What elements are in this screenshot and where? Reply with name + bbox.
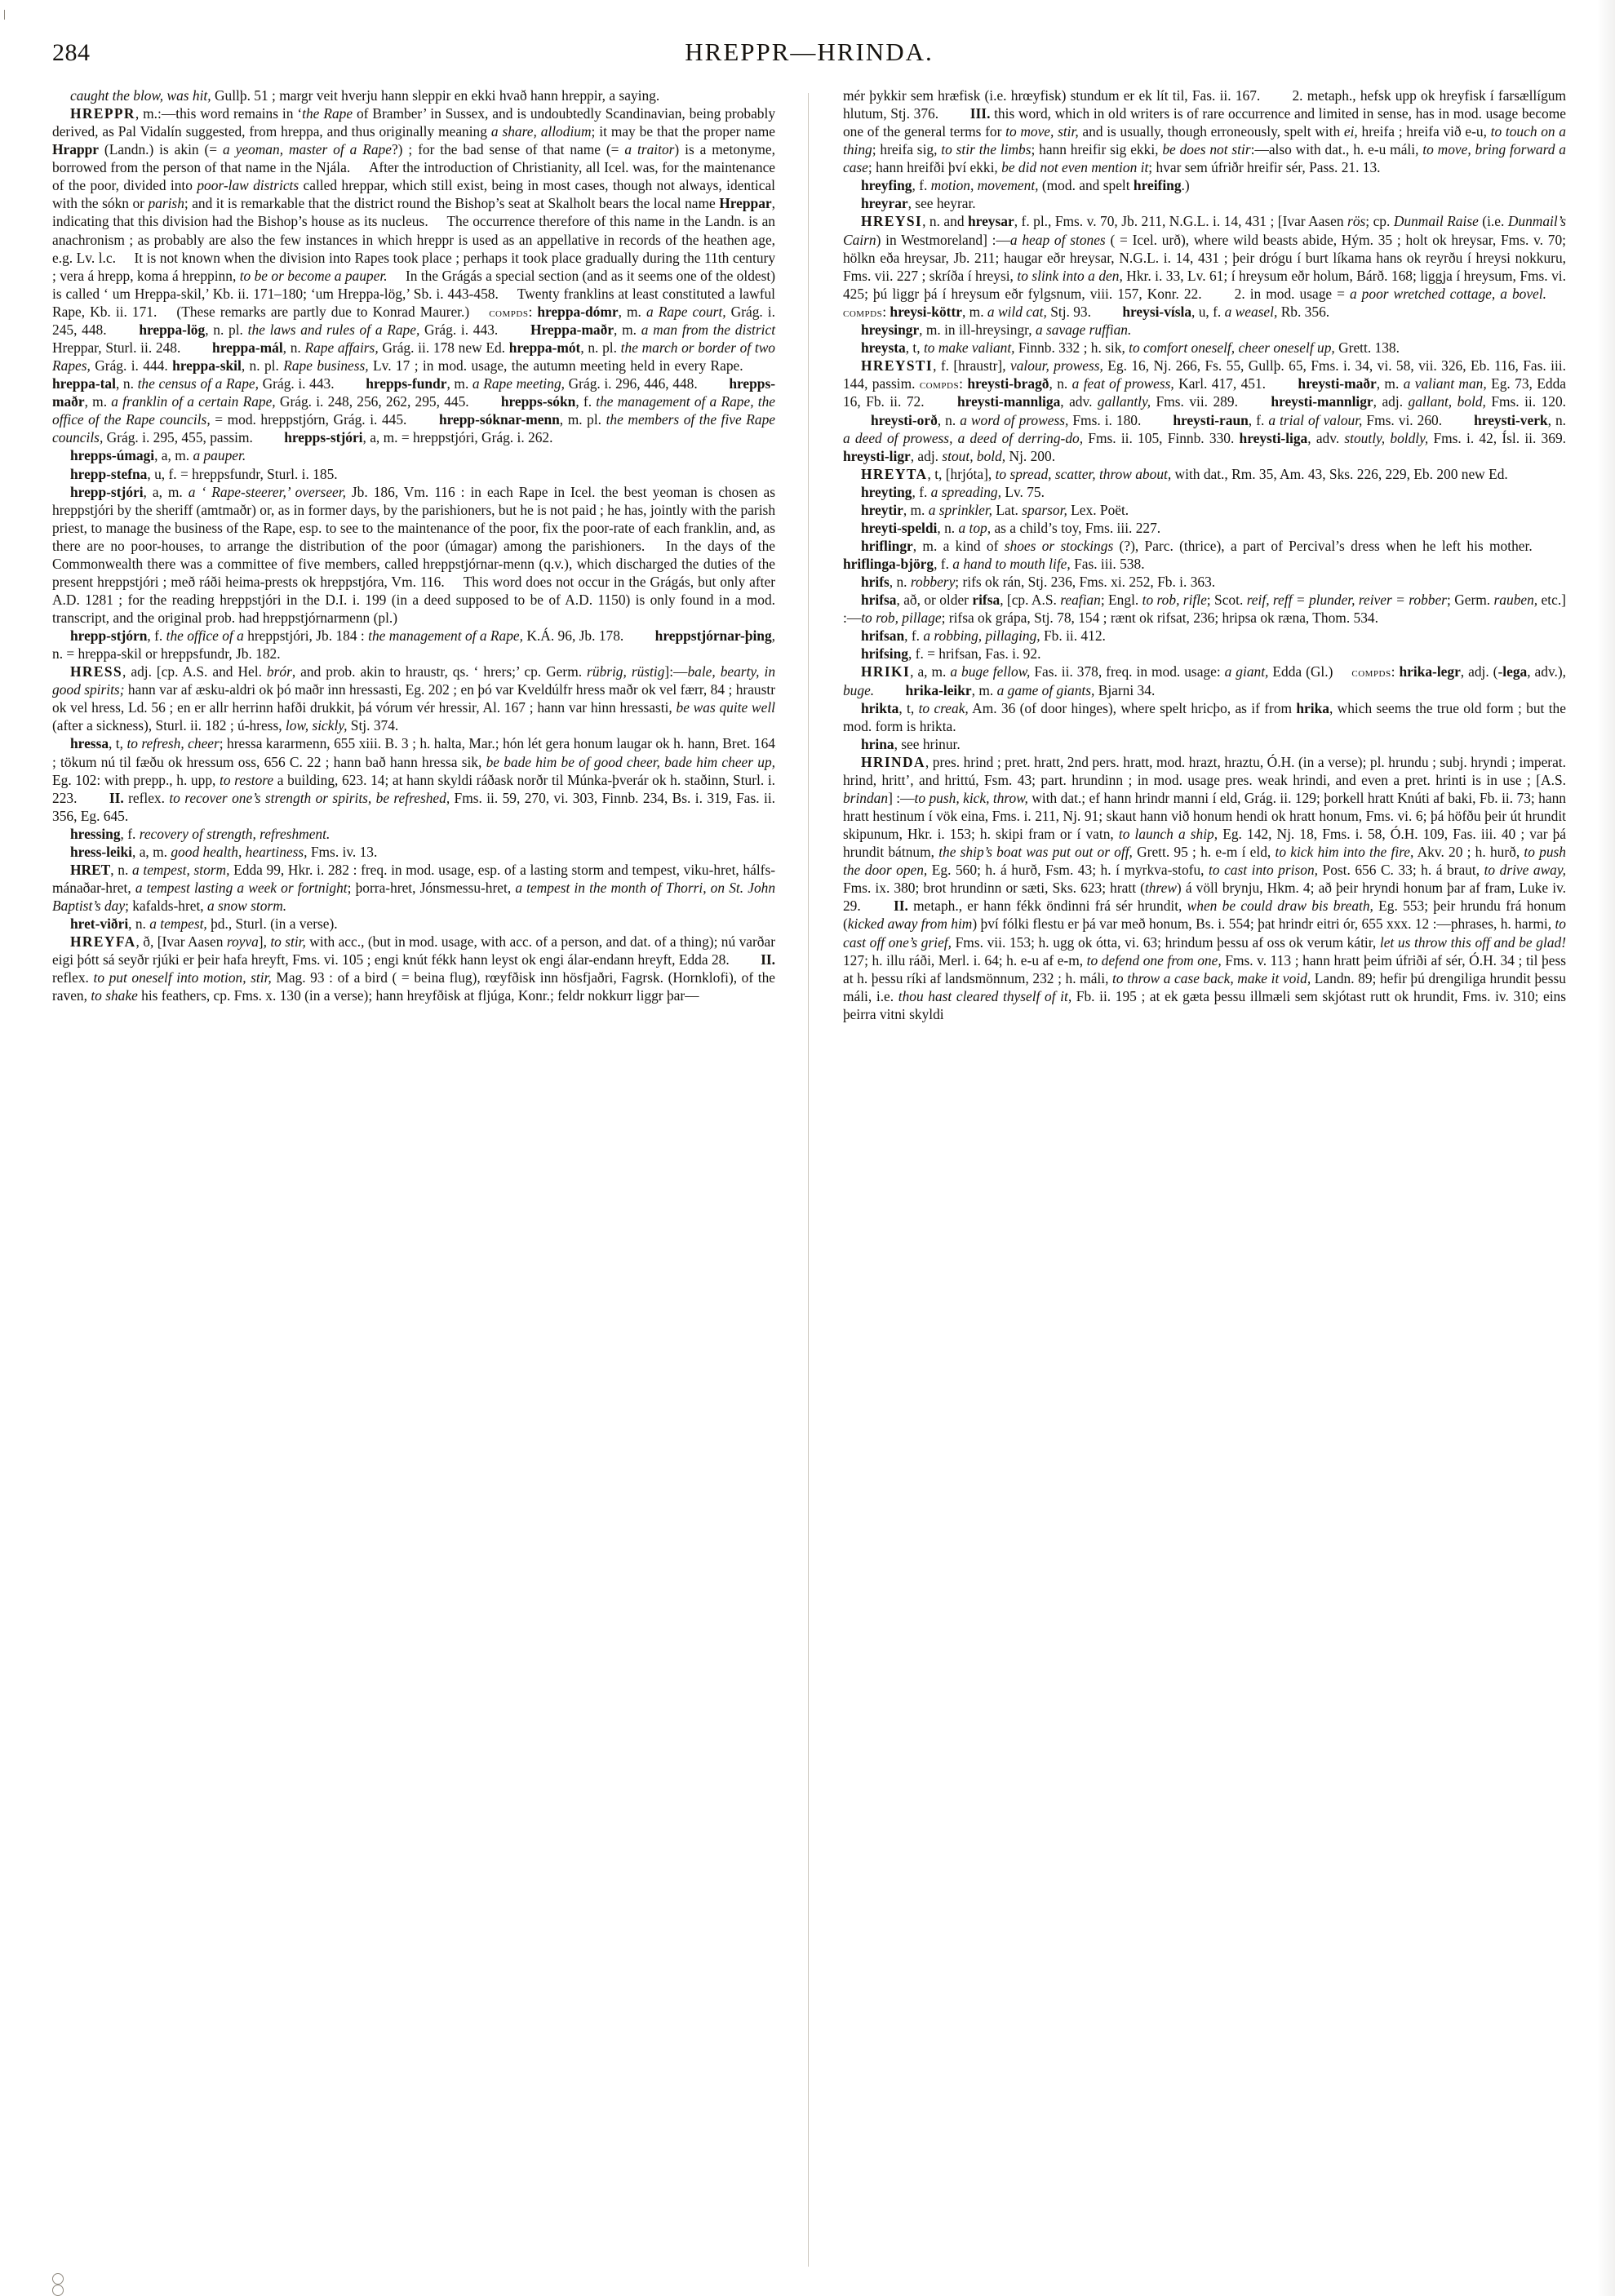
entry: hreyfing, f. motion, movement, (mod. and spelt hreifing.) xyxy=(860,177,1190,194)
entry: HRET, n. a tempest, storm, Edda 99, Hkr. i. 282 : freq. in mod. usage, esp. of a lasting storm and tempest, viku-hret, hálfs-mánaðar-hret, a tempest lasting a week or fortnight; þorra-hret, Jónsmessu-hret, a tempest in the month of Thorri, on St. John Baptist’s day; kafalds-hret, a snow storm. xyxy=(52,861,776,915)
entry: hrina, see hrinur. xyxy=(860,735,961,752)
column-container xyxy=(52,86,1566,2273)
entry-continuation: mér þykkir sem hræfisk (i.e. hrœyfisk) stundum er ek lít til, Fas. ii. 167. 2. metaph., hefsk upp ok hreyfisk í farsællígum hlutum, Stj. 376. III. this word, which in old writers is of rare occurrence and limited in sense, has in mod. usage become one of the general terms for to move, stir, and is usually, though erroneously, spelt with ei, hreifa ; hreifa við e-u, to touch on a thing; hreifa sig, to stir the limbs; hann hreifir sig ekki, be does not stir:—also with dat., h. e-u máli, to move, bring forward a case; hann hreifði því ekki, be did not even mention it; hvar sem úfriðr hreifir sér, Pass. 21. 13. xyxy=(842,87,1567,176)
entry: hrepps-úmagi, a, m. a pauper. xyxy=(70,447,246,464)
entry: hreyrar, see heyrar. xyxy=(860,195,976,212)
entry: hreytir, m. a sprinkler, Lat. sparsor, Lex. Poët. xyxy=(860,501,1129,518)
running-head: HREPPR—HRINDA. xyxy=(685,38,934,66)
entry: HREYTA, t, [hrjóta], to spread, scatter, throw about, with dat., Rm. 35, Am. 43, Sks. 226, 229, Eb. 200 new Ed. xyxy=(860,465,1508,482)
entry: HREYSI, n. and hreysar, f. pl., Fms. v. 70, Jb. 211, N.G.L. i. 14, 431 ; [Ivar Aasen rös; cp. Dunmail Raise (i.e. Dunmail’s Cairn) in Westmoreland] :—a heap of stones ( = Icel. urð), where wild beasts abide, Hým. 35 ; holt ok hreysar, Fms. v. 70; hölkn eða hreysar, Jb. 211; haugar eðr hreysar, N.G.L. i. 14, 431 ; þeir drógu í burt líkama hans ok reyrðu í hreysi nokkuru, Fms. vii. 227 ; skríða í hreysi, to slink into a den, Hkr. i. 33, Lv. 61; í hreysum eðr holum, Bárð. 168; liggja í hreysum, Fms. vi. 425; þú liggr þá í hreysum eðr fylgsnum, viii. 157, Konr. 22. 2. in mod. usage = a poor wretched cottage, a bovel. compds: hreysi-köttr, m. a wild cat, Stj. 93. hreysi-vísla, u, f. a weasel, Rb. 356. xyxy=(842,213,1567,320)
entry: hrepp-stefna, u, f. = hreppsfundr, Sturl. i. 185. xyxy=(70,465,338,482)
entry: HRINDA, pres. hrind ; pret. hratt, 2nd pers. hratt, mod. hrazt, hraztu, Ó.H. (in a verse); pl. hrundu ; subj. hryndi ; imperat. hrind, hritt’, and hrittú, Fsm. 43; part. hrundinn ; in mod. usage pres. weak hrindi, and even a pret. hrinti is in use ; [A.S. brindan] :—to push, kick, throw, with dat.; ef hann hrindr manni í eld, Grág. ii. 129; þorkell hratt Knúti af baki, Fb. ii. 73; hann hratt hestinum í vök eina, Fms. i. 211, Nj. 91; skaut hann við honum hendi ok hratt honum, Fms. vi. 6; þá höfðu þeir út hrundit skipunum, Hkr. i. 153; h. skipi fram or í vatn, to launch a ship, Eg. 142, Nj. 18, Fms. i. 58, Ó.H. 109, Fas. iii. 40 ; var þá hrundit bátnum, the ship’s boat was put out or off, Grett. 95 ; h. e-m í eld, to kick him into the fire, Akv. 20 ; h. hurð, to push the door open, Eg. 560; h. á hurð, Fsm. 43; h. í myrkva-stofu, to cast into prison, Post. 656 C. 33; h. á braut, to drive away, Fms. ix. 380; brot hrundinn or sæti, Sks. 623; hratt (threw) á völl brynju, Hkm. 4; að þeir hryndi honum þar af fram, Luke iv. 29. II. metaph., er hann fékk öndinni frá sér hrundit, when be could draw bis breath, Eg. 553; þeir hrundu frá honum (kicked away from him) því fólki flestu er þá var með honum, Bs. i. 554; þat hrindr eitri ór, 655 xxx. 12 :—phrases, h. harmi, to cast off one’s grief, Fms. vii. 153; h. ugg ok ótta, vi. 63; hrindum þessu af oss ok verum kátir, let us throw this off and be glad! 127; h. illu ráði, Merl. i. 64; h. e-u af e-m, to defend one from one, Fms. v. 113 ; hann hratt þeim úfriði af sér, Ó.H. 34 ; til þess at h. þessu ríki af landsmönnum, 232 ; h. máli, to throw a case back, make it void, Landn. 89; hefir þú drengiliga hrundit þessu máli, i.e. thou hast cleared thyself of it, Fb. ii. 195 ; at ek gæta þessu illmæli sem skjótast rutt ok hrundit, Fms. iv. 310; eins þeirra vitni skyldi xyxy=(842,753,1567,1022)
right-column xyxy=(836,86,1566,2273)
scan-edge-shadow xyxy=(1597,0,1615,2296)
entry: hret-viðri, n. a tempest, þd., Sturl. (in a verse). xyxy=(70,915,338,933)
entry: hrifsing, f. = hrifsan, Fas. i. 92. xyxy=(860,645,1041,663)
binding-mark-bottom-icon xyxy=(52,2285,64,2296)
left-column xyxy=(52,86,780,2273)
entry: hrepp-stjórn, f. the office of a hreppstjóri, Jb. 184 : the management of a Rape, K.Á. 96, Jb. 178. hreppstjórnar-þing, n. = hreppa-skil or hreppsfundr, Jb. 182. xyxy=(52,627,776,663)
entry: hreysta, t, to make valiant, Finnb. 332 ; h. sik, to comfort oneself, cheer oneself up, Grett. 138. xyxy=(860,339,1400,357)
column-divider xyxy=(808,86,809,2273)
entry: hress-leiki, a, m. good health, heartiness, Fms. iv. 13. xyxy=(70,843,378,860)
entry: HREYSTI, f. [hraustr], valour, prowess, Eg. 16, Nj. 266, Fs. 55, Gullþ. 65, Fms. i. 34, vi. 58, vii. 326, Eb. 116, Fas. iii. 144, passim. compds: hreysti-bragð, n. a feat of prowess, Karl. 417, 451. hreysti-maðr, m. a valiant man, Eg. 73, Edda 16, Fb. ii. 72. hreysti-mannliga, adv. gallantly, Fms. vii. 289. hreysti-mannligr, adj. gallant, bold, Fms. ii. 120. hreysti-orð, n. a word of prowess, Fms. i. 180. hreysti-raun, f. a trial of valour, Fms. vi. 260. hreysti-verk, n. a deed of prowess, a deed of derring-do, Fms. ii. 105, Finnb. 330. hreysti-liga, adv. stoutly, boldly, Fms. i. 42, Ísl. ii. 369. hreysti-ligr, adj. stout, bold, Nj. 200. xyxy=(842,357,1567,464)
entry: caught the blow, was hit, Gullþ. 51 ; margr veit hverju hann sleppir en ekki hvað hann hreppir, a saying. xyxy=(70,87,660,104)
entry: HRIKI, a, m. a buge fellow, Fas. ii. 378, freq. in mod. usage: a giant, Edda (Gl.) compds: hrika-legr, adj. (-lega, adv.), buge. hrika-leikr, m. a game of giants, Bjarni 34. xyxy=(842,663,1567,698)
entry: hreysingr, m. in ill-hreysingr, a savage ruffian. xyxy=(860,321,1132,339)
entry: hrifs, n. robbery; rifs ok rán, Stj. 236, Fms. xi. 252, Fb. i. 363. xyxy=(860,574,1216,591)
entry: hrepp-stjóri, a, m. a ‘ Rape-steerer,’ overseer, Jb. 186, Vm. 116 : in each Rape in Icel. the best yeoman is chosen as hreppstjóri by the sheriff (amtmaðr) or, as in former days, by the parishioners, but he is not paid ; he has, jointly with the parish priest, to manage the business of the Rape, esp. to see to the maintenance of the poor, fix the poor-rate of each franklin, and, as there are no poor-houses, to arrange the distribution of the poor (úmagar) among the parishioners. In the days of the Commonwealth there was a committee of five members, called hreppstjórnar-menn (q.v.), which discharged the duties of the present hreppstjóri ; með ráði heima-prests ok hreppstjóra, Vm. 116. This word does not occur in the Grágás, but only after A.D. 1281 ; for the reading hreppstjóri in the D.I. i. 199 (in a deed supposed to be of A.D. 1150) is only found in a mod. transcript, and the original prob. had hreppstjórnarmenn (pl.) xyxy=(52,483,776,627)
entry: hreyti-speldi, n. a top, as a child’s toy, Fms. iii. 227. xyxy=(860,519,1161,536)
entry: hreyting, f. a spreading, Lv. 75. xyxy=(860,483,1045,500)
entry: HRESS, adj. [cp. A.S. and Hel. brór, and prob. akin to hraustr, qs. ‘ hrers;’ cp. Germ. rübrig, rüstig]:—bale, bearty, in good spirits; hann var af æsku-aldri ok þó maðr inn hressasti, Eg. 202 ; en þó var Kveldúlfr hress maðr ok vel færr, 84 ; hraustr ok vel hress, Ld. 56 ; en er allr herrinn hafði drukkit, þá vórum vér hressir, Al. 167 ; hann var hinn hressasti, be was quite well (after a sickness), Sturl. ii. 182 ; ú-hress, low, sickly, Stj. 374. xyxy=(52,663,776,734)
entry: hressing, f. recovery of strength, refreshment. xyxy=(70,825,331,842)
entry: hrifsa, að, or older rifsa, [cp. A.S. reafian; Engl. to rob, rifle; Scot. reif, reff = plunder, reiver = robber; Germ. rauben, etc.] :—to rob, pillage; rifsa ok grápa, Stj. 78, 154 ; rænt ok rifsat, 236; hripsa ok ræna, Thom. 534. xyxy=(842,592,1566,627)
entry: hriflingr, m. a kind of shoes or stockings (?), Parc. (thrice), a part of Percival’s dress when he left his mother. hriflinga-björg, f. a hand to mouth life, Fas. iii. 538. xyxy=(842,537,1538,573)
page-header xyxy=(52,38,1566,75)
entry: HREYFA, ð, [Ivar Aasen royva], to stir, with acc., (but in mod. usage, with acc. of a person, and dat. of a thing); nú varðar eigi þótt sá seyðr rjúki er þeir hafa hreyft, Fms. vi. 105 ; engi knút fékk hann leyst ok engi álar-endann hreyft, Edda 28. II. reflex. to put oneself into motion, stir, Mag. 93 : of a bird ( = beina flug), rœyfðisk inn hösfjaðri, Fagrsk. (Hornklofi), of the raven, to shake his feathers, cp. Fms. x. 130 (in a verse); hann hreyfðisk at fljúga, Konr.; feldr nokkurr liggr þar— xyxy=(52,933,776,1004)
page-number: 284 xyxy=(52,39,91,66)
entry: HREPPR, m.:—this word remains in ‘the Rape of Bramber’ in Sussex, and is undoubtedly Scandinavian, being probably derived, as Pal Vidalín suggested, from hreppa, and thus originally meaning a share, allodium; it may be that the proper name Hrappr (Landn.) is akin (= a yeoman, master of a Rape?) ; for the bad sense of that name (= a traitor) is a metonyme, borrowed from the person of that name in the Njála. After the introduction of Christianity, all Icel. was, for the maintenance of the poor, divided into poor-law districts called hreppar, which still exist, being in most cases, though not always, identical with the sókn or parish; and it is remarkable that the district round the Bishop’s seat at Skalholt bears the local name Hreppar, indicating that this division had the Bishop’s house as its nucleus. The occurrence therefore of this name in the Landn. is an anachronism ; as probably are also the few instances in which hreppr is used as an appellative in records of the heathen age, e.g. Lv. l.c. It is not known when the division into Rapes took place ; perhaps it took place gradually during the 11th century ; vera á hrepp, koma á hreppinn, to be or become a pauper. In the Grágás a special section (and as it seems one of the oldest) is called ‘ um Hreppa-skil,’ Kb. ii. 171–180; ‘um Hreppa-lög,’ Sb. i. 443-458. Twenty franklins at least constituted a lawful Rape, Kb. ii. 171. (These remarks are partly due to Konrad Maurer.) compds: hreppa-dómr, m. a Rape court, Grág. i. 245, 448. hreppa-lög, n. pl. the laws and rules of a Rape, Grág. i. 443. Hreppa-maðr, m. a man from the district Hreppar, Sturl. ii. 248. hreppa-mál, n. Rape affairs, Grág. ii. 178 new Ed. hreppa-mót, n. pl. the march or border of two Rapes, Grág. i. 444. hreppa-skil, n. pl. Rape business, Lv. 17 ; in mod. usage, the autumn meeting held in every Rape. hreppa-tal, n. the census of a Rape, Grág. i. 443. hrepps-fundr, m. a Rape meeting, Grág. i. 296, 446, 448. hrepps-maðr, m. a franklin of a certain Rape, Grág. i. 248, 256, 262, 295, 445. hrepps-sókn, f. the management of a Rape, the office of the Rape councils, = mod. hreppstjórn, Grág. i. 445. hrepp-sóknar-menn, m. pl. the members of the five Rape councils, Grág. i. 295, 455, passim. hrepps-stjóri, a, m. = hreppstjóri, Grág. i. 262. xyxy=(52,105,776,446)
entry: hrikta, t, to creak, Am. 36 (of door hinges), where spelt hricþo, as if from hrika, which seems the true old form ; but the mod. form is hrikta. xyxy=(842,699,1566,734)
binding-mark-top-icon xyxy=(52,2273,64,2285)
entry: hressa, t, to refresh, cheer; hressa kararmenn, 655 xiii. B. 3 ; h. halta, Mar.; hón lét gera honum laugar ok h. hann, Bret. 164 ; tökum nú til fæðu ok hressum oss, 656 C. 22 ; hann bað hann hressa sik, be bade him be of good cheer, bade him cheer up, Eg. 102: with prepp., h. upp, to restore a building, 623. 14; at hann skyldi ráðask norðr til Múnka-þverár ok h. staðinn, Sturl. i. 223. II. reflex. to recover one’s strength or spirits, be refreshed, Fms. ii. 59, 270, vi. 303, Finnb. 234, Bs. i. 319, Fas. ii. 356, Eg. 645. xyxy=(52,735,776,824)
entry: hrifsan, f. a robbing, pillaging, Fb. ii. 412. xyxy=(860,627,1106,645)
